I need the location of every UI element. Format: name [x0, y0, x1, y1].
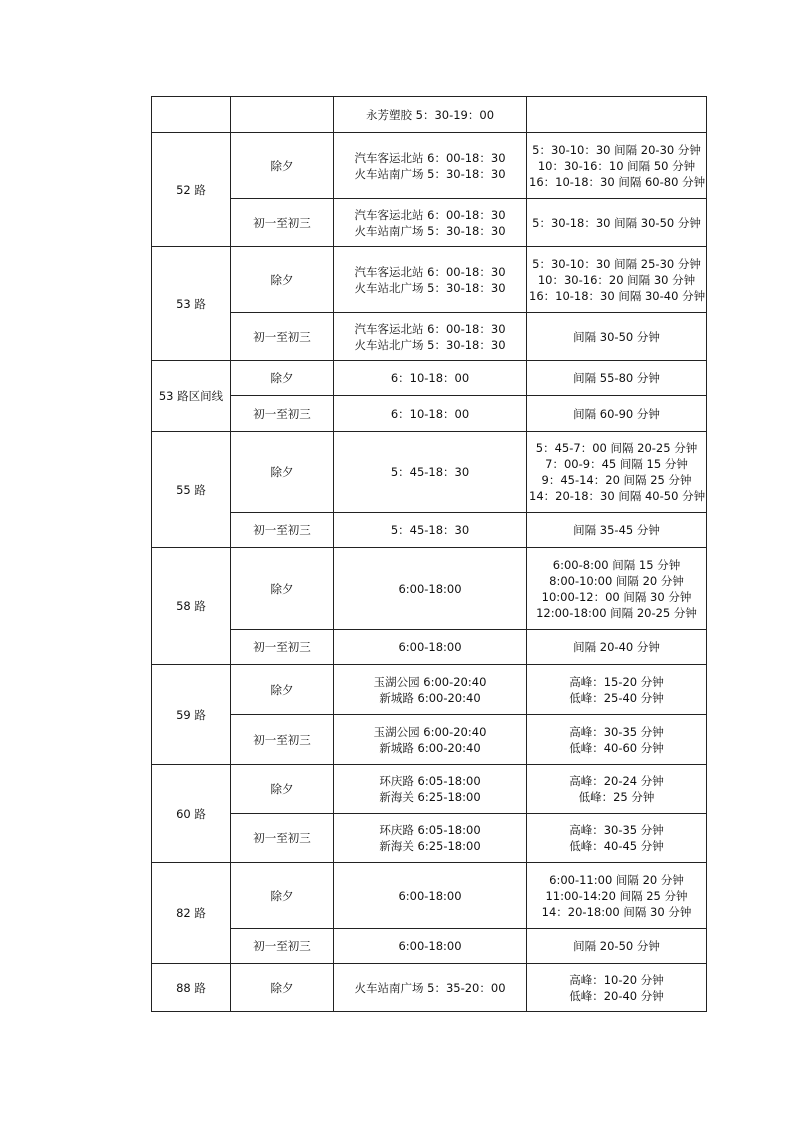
interval-line: 间隔 30-50 分钟: [573, 329, 660, 344]
interval-cell: [527, 513, 707, 548]
service-time-line: 汽车客运北站 6：00-18：30: [354, 150, 506, 165]
service-time-line: 6:00-18:00: [398, 581, 462, 596]
service-time-line: 环庆路 6:05-18:00: [379, 774, 481, 788]
table-row: [152, 396, 707, 432]
interval-line: 9：45-14：20 间隔 25 分钟: [541, 473, 692, 487]
interval-line: 间隔 20-50 分钟: [573, 939, 660, 953]
service-time-cell: [334, 665, 527, 715]
interval-line: 5：30-10：30 间隔 25-30 分钟: [532, 256, 701, 271]
service-time-cell: [334, 715, 527, 765]
interval-cell: [527, 929, 707, 964]
service-time-line: 汽车客运北站 6：00-18：30: [354, 321, 506, 336]
interval-line: 高峰：10-20 分钟: [569, 972, 664, 987]
period-cell: 初一至初三: [231, 715, 334, 765]
interval-cell: [527, 199, 707, 247]
interval-cell: [527, 630, 707, 665]
interval-line: 14：20-18：30 间隔 40-50 分钟: [529, 489, 706, 503]
table-row: [152, 548, 707, 630]
service-time-cell: [334, 929, 527, 964]
interval-line: 16：10-18：30 间隔 30-40 分钟: [529, 288, 706, 303]
period-cell: 除夕: [231, 964, 334, 1012]
period-cell: 初一至初三: [231, 929, 334, 964]
service-time-line: 火车站南广场 5：30-18：30: [354, 166, 506, 181]
interval-line: 高峰：30-35 分钟: [569, 823, 664, 837]
interval-line: 低峰：25 分钟: [578, 790, 655, 804]
period-cell: 初一至初三: [231, 814, 334, 863]
interval-cell: [527, 715, 707, 765]
route-cell: 58 路: [152, 548, 231, 665]
period-cell: 初一至初三: [231, 199, 334, 247]
table-row: [152, 513, 707, 548]
route-cell: 55 路: [152, 432, 231, 548]
table-row: [152, 630, 707, 665]
table-row: [152, 97, 707, 133]
interval-line: 低峰：20-40 分钟: [569, 988, 664, 1003]
service-time-cell: [334, 432, 527, 513]
interval-line: 间隔 35-45 分钟: [573, 523, 660, 537]
service-time-line: 永芳塑胶 5：30-19：00: [365, 107, 495, 122]
interval-line: 16：10-18：30 间隔 60-80 分钟: [529, 174, 706, 189]
route-cell: 88 路: [152, 964, 231, 1012]
interval-cell: [527, 863, 707, 929]
service-time-cell: [334, 97, 527, 133]
service-time-line: 5：45-18：30: [390, 465, 470, 479]
service-time-cell: [334, 396, 527, 432]
table-row: [152, 199, 707, 247]
table-row: [152, 313, 707, 361]
service-time-line: 玉湖公园 6:00-20:40: [373, 724, 487, 739]
period-cell: [231, 97, 334, 133]
interval-line: 高峰：30-35 分钟: [569, 724, 664, 739]
service-time-cell: [334, 513, 527, 548]
schedule-body: [152, 97, 707, 1012]
service-time-line: 6：10-18：00: [390, 371, 470, 385]
route-cell: [152, 97, 231, 133]
service-time-cell: [334, 133, 527, 199]
interval-line: 低峰：40-60 分钟: [569, 740, 664, 755]
period-cell: 除夕: [231, 361, 334, 396]
bus-schedule-table: [151, 96, 707, 1012]
period-cell: 初一至初三: [231, 313, 334, 361]
interval-cell: [527, 964, 707, 1012]
route-cell: 82 路: [152, 863, 231, 964]
interval-line: 低峰：25-40 分钟: [569, 690, 664, 705]
interval-cell: [527, 247, 707, 313]
service-time-cell: [334, 765, 527, 814]
period-cell: 除夕: [231, 247, 334, 313]
route-cell: 53 路区间线: [152, 361, 231, 432]
period-cell: 除夕: [231, 665, 334, 715]
interval-cell: [527, 396, 707, 432]
interval-line: 5：30-18：30 间隔 30-50 分钟: [532, 215, 701, 230]
service-time-cell: [334, 548, 527, 630]
table-row: [152, 715, 707, 765]
service-time-line: 新城路 6:00-20:40: [379, 740, 481, 755]
interval-cell: [527, 97, 707, 133]
interval-line: 高峰：20-24 分钟: [569, 774, 664, 788]
period-cell: 初一至初三: [231, 396, 334, 432]
service-time-cell: [334, 814, 527, 863]
service-time-line: 6:00-18:00: [398, 939, 462, 953]
service-time-cell: [334, 247, 527, 313]
period-cell: 初一至初三: [231, 630, 334, 665]
table-row: [152, 814, 707, 863]
service-time-cell: [334, 313, 527, 361]
table-row: [152, 929, 707, 964]
service-time-line: 新城路 6:00-20:40: [379, 690, 481, 705]
interval-line: 14：20-18:00 间隔 30 分钟: [541, 904, 692, 919]
service-time-cell: [334, 630, 527, 665]
service-time-cell: [334, 964, 527, 1012]
period-cell: 除夕: [231, 133, 334, 199]
interval-line: 6:00-8:00 间隔 15 分钟: [552, 557, 681, 572]
service-time-line: 5：45-18：30: [390, 523, 470, 537]
table-row: [152, 765, 707, 814]
interval-line: 高峰：15-20 分钟: [569, 674, 664, 689]
table-row: [152, 863, 707, 929]
interval-line: 间隔 20-40 分钟: [573, 640, 660, 654]
service-time-line: 火车站南广场 5：35-20：00: [354, 980, 506, 995]
route-cell: 59 路: [152, 665, 231, 765]
route-cell: 52 路: [152, 133, 231, 247]
table-row: [152, 964, 707, 1012]
interval-cell: [527, 313, 707, 361]
service-time-line: 6:00-18:00: [398, 640, 462, 654]
interval-line: 7：00-9：45 间隔 15 分钟: [545, 457, 688, 471]
route-cell: 60 路: [152, 765, 231, 863]
table-row: [152, 247, 707, 313]
period-cell: 初一至初三: [231, 513, 334, 548]
interval-line: 10:00-12：00 间隔 30 分钟: [541, 589, 692, 604]
service-time-line: 玉湖公园 6:00-20:40: [373, 674, 487, 689]
period-cell: 除夕: [231, 863, 334, 929]
service-time-cell: [334, 361, 527, 396]
service-time-cell: [334, 199, 527, 247]
period-cell: 除夕: [231, 548, 334, 630]
interval-cell: [527, 432, 707, 513]
service-time-line: 火车站南广场 5：30-18：30: [354, 223, 506, 238]
table-row: [152, 432, 707, 513]
service-time-line: 火车站北广场 5：30-18：30: [354, 337, 506, 352]
interval-line: 间隔 55-80 分钟: [573, 371, 660, 385]
period-cell: 除夕: [231, 765, 334, 814]
table-row: [152, 665, 707, 715]
interval-line: 间隔 60-90 分钟: [573, 406, 660, 421]
interval-line: 10：30-16：20 间隔 30 分钟: [537, 272, 696, 287]
period-cell: 除夕: [231, 432, 334, 513]
interval-line: 11:00-14:20 间隔 25 分钟: [545, 888, 688, 903]
interval-line: 5：30-10：30 间隔 20-30 分钟: [532, 142, 701, 157]
table-row: [152, 361, 707, 396]
interval-line: 10：30-16：10 间隔 50 分钟: [537, 158, 696, 173]
service-time-line: 汽车客运北站 6：00-18：30: [354, 264, 506, 279]
interval-cell: [527, 361, 707, 396]
service-time-line: 6：10-18：00: [390, 406, 470, 421]
interval-line: 12:00-18:00 间隔 20-25 分钟: [536, 605, 697, 620]
service-time-line: 6:00-18:00: [398, 888, 462, 903]
service-time-line: 火车站北广场 5：30-18：30: [354, 280, 506, 295]
interval-cell: [527, 765, 707, 814]
interval-cell: [527, 133, 707, 199]
service-time-cell: [334, 863, 527, 929]
service-time-line: 新海关 6:25-18:00: [379, 790, 481, 804]
interval-cell: [527, 548, 707, 630]
service-time-line: 环庆路 6:05-18:00: [379, 823, 481, 837]
service-time-line: 汽车客运北站 6：00-18：30: [354, 207, 506, 222]
interval-line: 8:00-10:00 间隔 20 分钟: [549, 573, 684, 588]
interval-line: 5：45-7：00 间隔 20-25 分钟: [535, 441, 698, 455]
table-row: [152, 133, 707, 199]
interval-cell: [527, 665, 707, 715]
interval-line: 6:00-11:00 间隔 20 分钟: [549, 872, 684, 887]
route-cell: 53 路: [152, 247, 231, 361]
interval-cell: [527, 814, 707, 863]
interval-line: 低峰：40-45 分钟: [569, 839, 664, 853]
service-time-line: 新海关 6:25-18:00: [379, 839, 481, 853]
